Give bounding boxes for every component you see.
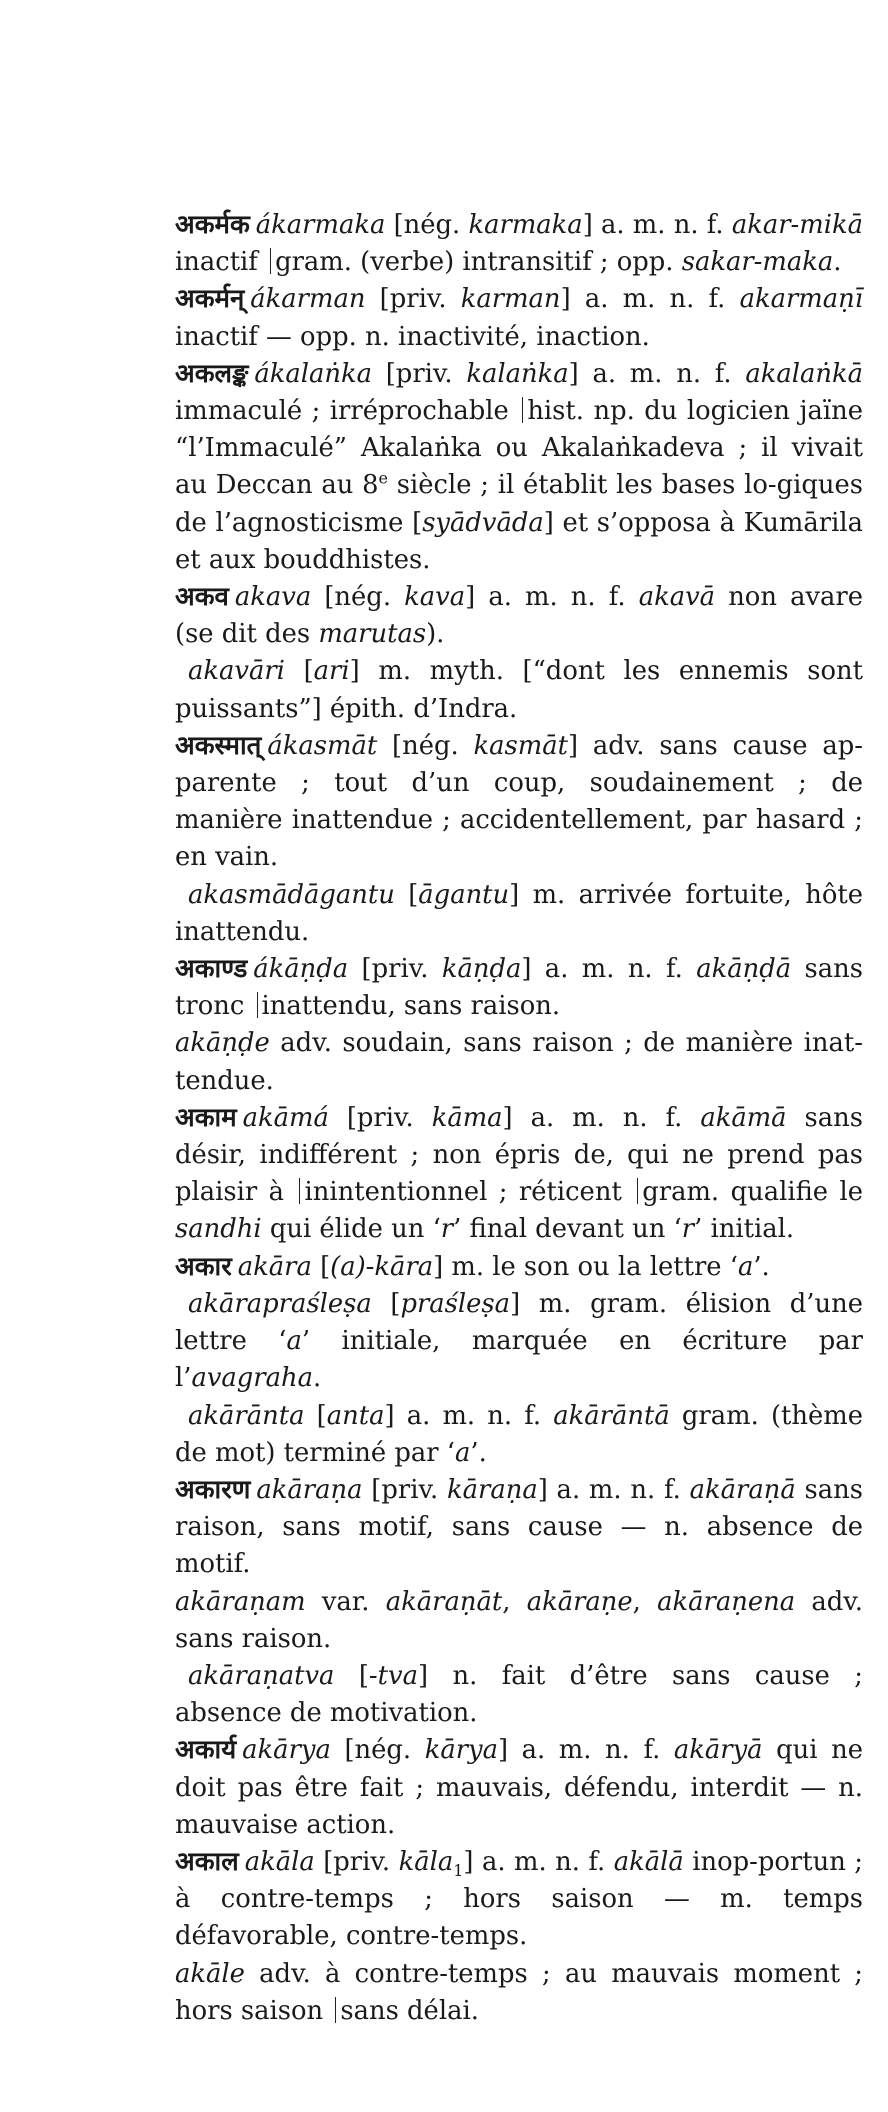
sub-entry [175, 1286, 863, 1398]
entry-definition: akavāri [ari] m. myth. [“dont les ennemis sont puissants”] épith. d’Indra. [175, 656, 864, 724]
dictionary-entry [175, 1844, 863, 1956]
dictionary-entry [175, 728, 863, 877]
sub-entry [175, 653, 863, 727]
dictionary-entry [175, 281, 863, 355]
dictionary-entry [175, 951, 863, 1025]
headword-devanagari: अकारण [175, 1474, 251, 1505]
entry-definition: akārya [nég. kārya] a. m. n. f. akāryā qui ne doit pas être fait ; mauvais, défendu, interdit — n. mauvaise action. [175, 1735, 863, 1840]
headword-devanagari: अकाण्ड [175, 954, 248, 985]
entry-definition: akāraṇam var. akāraṇāt, akāraṇe, akāraṇena adv. sans raison. [175, 1586, 863, 1654]
entry-definition: akāraṇa [priv. kāraṇa] a. m. n. f. akāraṇā sans raison, sans motif, sans cause — n. absence de motif. [175, 1474, 863, 1580]
entry-definition: akāle adv. à contre-temps ; au mauvais moment ; hors saison sans délai. [175, 1958, 863, 2026]
entry-definition: ákarmaka [nég. karmaka] a. m. n. f. akar-mikā inactif gram. (verbe) intransitif ; opp. sakar-maka. [175, 210, 863, 278]
entry-definition: akāra [(a)-kāra] m. le son ou la lettre ‘a’. [237, 1251, 770, 1282]
sub-entry [175, 877, 863, 951]
headword-devanagari: अकर्मन् [175, 284, 245, 315]
dictionary-entry [175, 207, 863, 281]
sub-entry [175, 1398, 863, 1472]
derived-entry [175, 1584, 863, 1658]
derived-entry [175, 1025, 863, 1099]
entry-definition: akāmá [priv. kāma] a. m. n. f. akāmā sans désir, indifférent ; non épris de, qui ne prend pas plaisir à inintentionnel ; réticent gram. qualifie le sandhi qui élide un ‘r’ final devant un ‘r’ initial. [175, 1102, 863, 1245]
dictionary-entry [175, 356, 863, 579]
headword-devanagari: अकार [175, 1251, 232, 1282]
dictionary-entry [175, 1100, 863, 1249]
dictionary-entry [175, 1472, 863, 1584]
entry-definition: ákāṇḍa [priv. kāṇḍa] a. m. n. f. akāṇḍā sans tronc inattendu, sans raison. [175, 954, 864, 1022]
entry-definition: akārānta [anta] a. m. n. f. akārāntā gram. (thème de mot) terminé par ‘a’. [175, 1400, 864, 1468]
headword-devanagari: अकव [175, 582, 229, 613]
entry-definition: akasmādāgantu [āgantu] m. arrivée fortuite, hôte inattendu. [175, 879, 864, 947]
entry-definition: akāla [priv. kāla$_1$] a. m. n. f. akālā inop-portun ; à contre-temps ; hors saison — m. temps défavorable, contre-temps. [175, 1846, 863, 1952]
dictionary-page [175, 207, 863, 2030]
headword-devanagari: अकस्मात् [175, 730, 262, 761]
entry-definition: akārapraśleṣa [praśleṣa] m. gram. élision d’une lettre ‘a’ initiale, marquée en écriture par l’avagraha. [175, 1288, 863, 1394]
dictionary-entry [175, 1249, 863, 1286]
entry-definition: ákarman [priv. karman] a. m. n. f. akarmaṇī inactif — opp. n. inactivité, inaction. [175, 284, 863, 352]
headword-devanagari: अकाल [175, 1846, 239, 1877]
headword-devanagari: अकार्य [175, 1735, 237, 1766]
dictionary-entry [175, 1732, 863, 1844]
derived-entry [175, 1956, 863, 2030]
entry-definition: akāṇḍe adv. soudain, sans raison ; de manière inat-tendue. [175, 1028, 863, 1096]
dictionary-entry [175, 579, 863, 653]
sub-entry [175, 1658, 863, 1732]
headword-devanagari: अकर्मक [175, 210, 250, 240]
entry-definition: akāraṇatva [-tva] n. fait d’être sans cause ; absence de motivation. [175, 1660, 863, 1729]
entry-definition: akava [nég. kava] a. m. n. f. akavā non avare (se dit des marutas). [175, 582, 864, 650]
headword-devanagari: अकाम [175, 1102, 237, 1133]
entry-definition: ákasmāt [nég. kasmāt] adv. sans cause ap-parente ; tout d’un coup, soudainement ; de manière inattendue ; accidentellement, par hasard ; en vain. [175, 730, 863, 873]
headword-devanagari: अकलङ्क [175, 358, 249, 389]
entry-definition: ákalaṅka [priv. kalaṅka] a. m. n. f. akalaṅkā immaculé ; irréprochable hist. np. du logicien jaïne “l’Immaculé” Akalaṅka ou Akalaṅkadeva ; il vivait au Deccan au 8e siècle ; il établit les bases lo-giques de l’agnosticisme [syādvāda] et s’opposa à Kumārila et aux bouddhistes. [175, 358, 863, 575]
